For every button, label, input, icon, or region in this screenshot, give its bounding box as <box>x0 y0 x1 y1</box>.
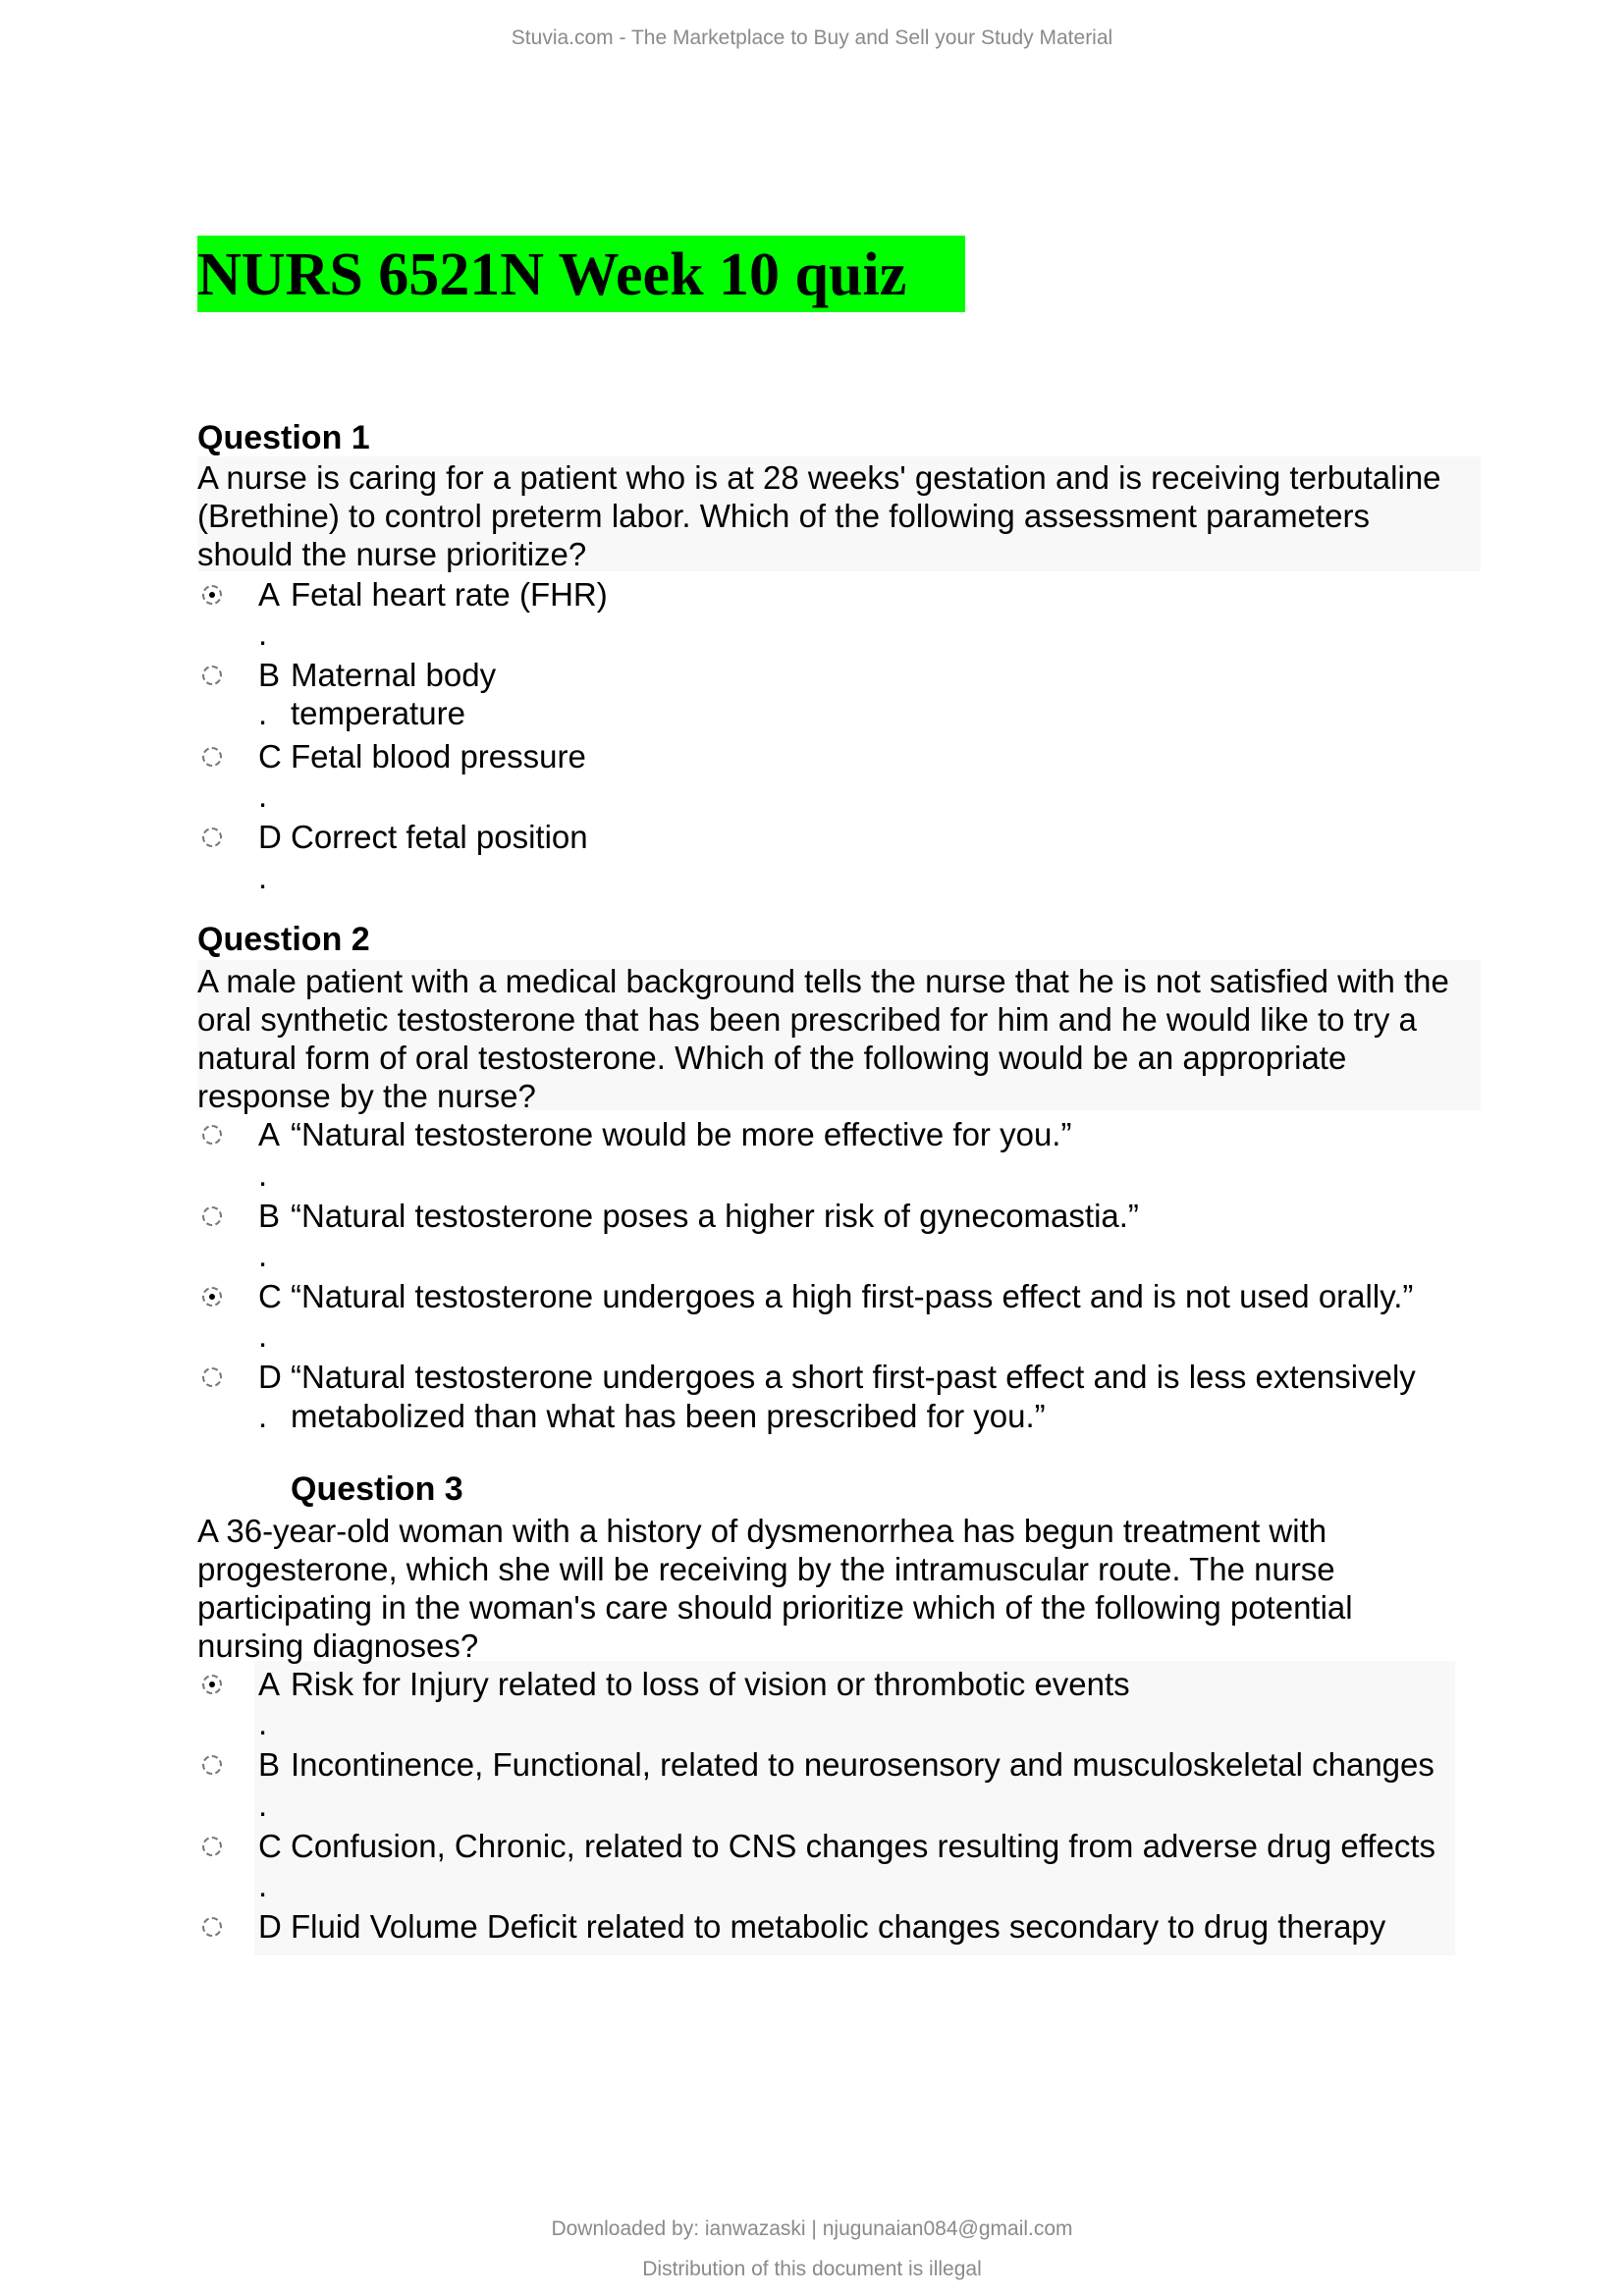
question-text-line: oral synthetic testosterone that has been prescribed for him and he would like to try a <box>197 1001 1417 1038</box>
option-period: . <box>258 859 268 895</box>
option-period: . <box>258 1156 268 1193</box>
question-text-line: participating in the woman's care should prioritize which of the following potential <box>197 1589 1353 1626</box>
option-letter: B <box>258 1198 281 1234</box>
radio-button-b[interactable] <box>202 1206 222 1226</box>
radio-button-a[interactable] <box>202 585 222 605</box>
option-text[interactable]: Fetal blood pressure <box>291 738 586 774</box>
radio-button-a[interactable] <box>202 1675 222 1694</box>
option-period: . <box>258 1787 268 1823</box>
question-heading: Question 3 <box>291 1470 463 1508</box>
radio-button-b[interactable] <box>202 1755 222 1775</box>
footer-distribution: Distribution of this document is illegal <box>642 2258 982 2280</box>
option-text[interactable]: temperature <box>291 695 465 731</box>
option-period: . <box>258 1317 268 1354</box>
option-letter: A <box>258 576 281 613</box>
option-text[interactable]: Maternal body <box>291 657 497 693</box>
question-text-line: A male patient with a medical background tells the nurse that he is not satisfied with the <box>197 963 1449 999</box>
question-text-line: should the nurse prioritize? <box>197 536 587 572</box>
option-text[interactable]: Fluid Volume Deficit related to metabolic changes secondary to drug therapy <box>291 1908 1386 1945</box>
option-text[interactable]: “Natural testosterone undergoes a high first-pass effect and is not used orally.” <box>291 1278 1414 1314</box>
option-period: . <box>258 1867 268 1903</box>
option-period: . <box>258 615 268 652</box>
option-text[interactable]: “Natural testosterone undergoes a short first-past effect and is less extensively <box>291 1359 1416 1395</box>
option-text[interactable]: Correct fetal position <box>291 819 588 855</box>
option-text[interactable]: metabolized than what has been prescribed for you.” <box>291 1398 1046 1434</box>
option-text[interactable]: Risk for Injury related to loss of vision or thrombotic events <box>291 1666 1130 1702</box>
question-text-line: natural form of oral testosterone. Which of the following would be an appropriate <box>197 1040 1347 1076</box>
option-letter: D <box>258 1359 282 1395</box>
option-period: . <box>258 1237 268 1273</box>
option-letter: A <box>258 1116 281 1152</box>
question-heading: Question 2 <box>197 921 370 958</box>
option-text[interactable]: Fetal heart rate (FHR) <box>291 576 608 613</box>
option-letter: B <box>258 657 281 693</box>
radio-button-d[interactable] <box>202 1367 222 1387</box>
question-text-line: A 36-year-old woman with a history of dysmenorrhea has begun treatment with <box>197 1513 1327 1549</box>
radio-button-c[interactable] <box>202 1287 222 1307</box>
option-letter: C <box>258 1278 282 1314</box>
option-letter: A <box>258 1666 281 1702</box>
question-text-line: (Brethine) to control preterm labor. Which of the following assessment parameters <box>197 498 1371 534</box>
option-period: . <box>258 695 268 731</box>
radio-button-c[interactable] <box>202 1837 222 1856</box>
radio-button-d[interactable] <box>202 828 222 847</box>
question-text-line: nursing diagnoses? <box>197 1628 479 1664</box>
option-text[interactable]: Incontinence, Functional, related to neurosensory and musculoskeletal changes <box>291 1746 1435 1783</box>
option-text[interactable]: Confusion, Chronic, related to CNS changes resulting from adverse drug effects <box>291 1828 1435 1864</box>
option-letter: C <box>258 1828 282 1864</box>
document-title: NURS 6521N Week 10 quiz <box>197 236 965 312</box>
question-text-line: A nurse is caring for a patient who is at 28 weeks' gestation and is receiving terbutaline <box>197 459 1441 496</box>
question-heading: Question 1 <box>197 419 370 456</box>
question-text-line: response by the nurse? <box>197 1078 536 1114</box>
option-letter: D <box>258 1908 282 1945</box>
footer-downloaded: Downloaded by: ianwazaski | njugunaian084@gmail.com <box>551 2217 1073 2240</box>
option-text[interactable]: “Natural testosterone poses a higher risk of gynecomastia.” <box>291 1198 1139 1234</box>
option-letter: B <box>258 1746 281 1783</box>
option-period: . <box>258 1398 268 1434</box>
question-text-line: progesterone, which she will be receiving by the intramuscular route. The nurse <box>197 1551 1335 1587</box>
radio-button-c[interactable] <box>202 747 222 767</box>
option-period: . <box>258 1705 268 1741</box>
radio-button-b[interactable] <box>202 666 222 685</box>
option-text[interactable]: “Natural testosterone would be more effective for you.” <box>291 1116 1072 1152</box>
option-period: . <box>258 777 268 814</box>
option-letter: C <box>258 738 282 774</box>
radio-button-a[interactable] <box>202 1125 222 1145</box>
option-letter: D <box>258 819 282 855</box>
radio-button-d[interactable] <box>202 1917 222 1937</box>
page-header: Stuvia.com - The Marketplace to Buy and Sell your Study Material <box>511 27 1113 49</box>
